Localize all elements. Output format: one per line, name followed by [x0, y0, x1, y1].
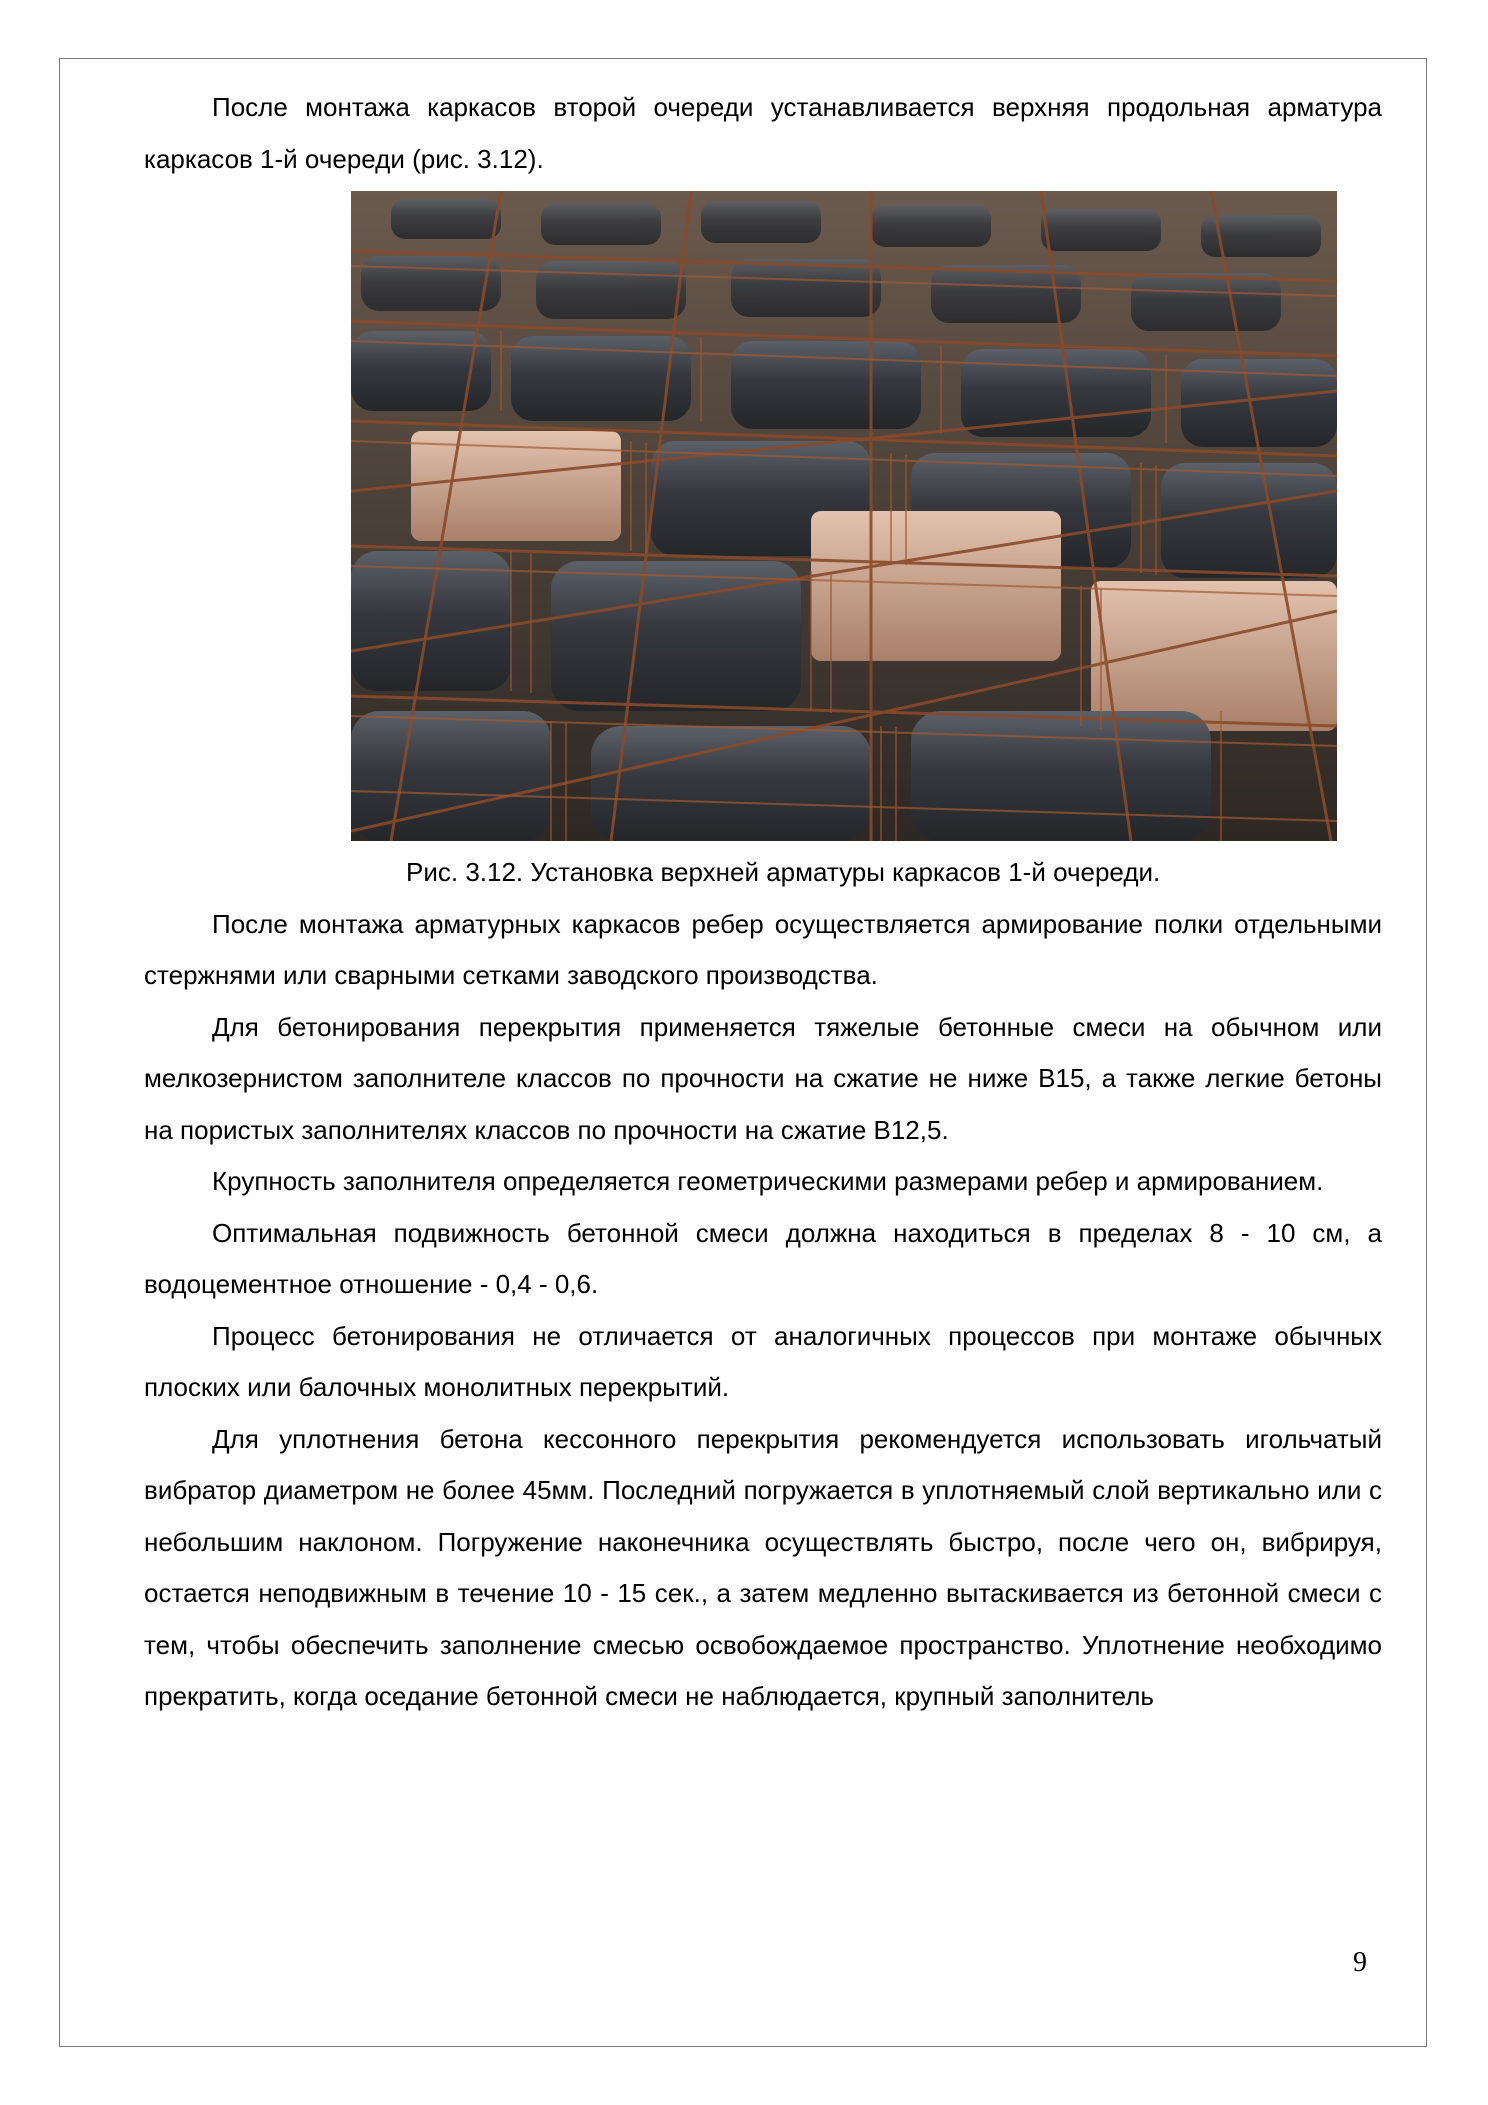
figure-photo: [351, 191, 1337, 841]
page-number: 9: [1353, 1947, 1367, 1978]
figure-caption: Рис. 3.12. Установка верхней арматуры каркасов 1-й очереди.: [406, 857, 1161, 887]
rebar-photo-image: [351, 191, 1337, 841]
paragraph: Процесс бетонирования не отличается от аналогичных процессов при монтаже обычных плоских или балочных монолитных перекрытий.: [144, 1320, 1382, 1402]
paragraph: Для уплотнения бетона кессонного перекрытия рекомендуется использовать игольчатый вибратор диаметром не более 45мм. Последний погружается в уплотняемый слой вертикально или с небольшим наклоном. Погружение наконечника осуществлять быстро, после чего он, вибрируя, остается неподвижным в течение 10 - 15 сек., а затем медленно вытаскивается из бетонной смеси с тем, чтобы обеспечить заполнение смесью освобождаемое пространство. Уплотнение необходимо прекратить, когда оседание бетонной смеси не наблюдается, крупный заполнитель: [144, 1423, 1382, 1711]
paragraph: Для бетонирования перекрытия применяется тяжелые бетонные смеси на обычном или мелкозернистом заполнителе классов по прочности на сжатие не ниже В15, а также легкие бетоны на пористых заполнителях классов по прочности на сжатие В12,5.: [144, 1011, 1382, 1145]
paragraph: Крупность заполнителя определяется геометрическими размерами ребер и армированием.: [212, 1166, 1324, 1196]
paragraph: После монтажа арматурных каркасов ребер осуществляется армирование полки отдельными стержнями или сварными сетками заводского производства.: [144, 908, 1382, 990]
document-body: [144, 82, 1382, 1723]
paragraph: Оптимальная подвижность бетонной смеси должна находиться в пределах 8 - 10 см, а водоцементное отношение - 0,4 - 0,6.: [144, 1217, 1382, 1299]
paragraph-intro: После монтажа каркасов второй очереди устанавливается верхняя продольная арматура каркасов 1-й очереди (рис. 3.12).: [144, 92, 1382, 174]
